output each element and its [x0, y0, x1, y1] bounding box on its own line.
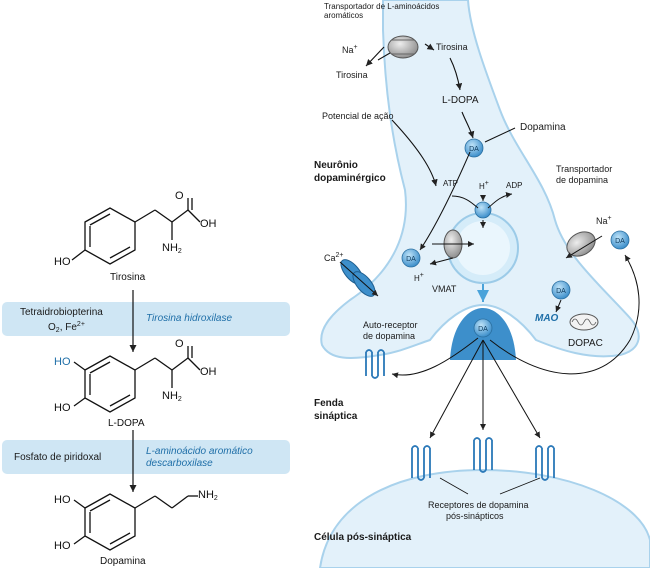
- fenda-label-2: sináptica: [314, 411, 358, 422]
- ldopa-ho-bottom: HO: [54, 402, 71, 414]
- tirosina-left-label: Tirosina: [336, 70, 368, 80]
- tyrosine-label: Tirosina: [110, 272, 146, 283]
- dopamine-molecule-reuptake-out: [611, 231, 629, 249]
- adp-label: ADP: [506, 181, 523, 190]
- ldopa-oh: OH: [200, 366, 217, 378]
- neuronio-label-2: dopaminérgico: [314, 173, 386, 184]
- ldopa-o: O: [175, 338, 184, 350]
- svg-text:DA: DA: [556, 288, 566, 295]
- dopamine-molecule-cytoplasm: [465, 139, 483, 157]
- cofactor-2-label: Fosfato de piridoxal: [14, 452, 102, 463]
- tyrosine-ho: HO: [54, 256, 71, 268]
- aa-transporter-title-1: Transportador de L-aminoácidos: [324, 2, 440, 11]
- atp-label: ATP: [443, 179, 458, 188]
- enzyme-2-line-2: descarboxilase: [146, 458, 213, 469]
- dopamine-molecule-reuptake-in: [552, 281, 570, 299]
- cofactor-1-line-1: Tetraidrobiopterina: [20, 307, 103, 318]
- hplus-bottom-label: H+: [414, 272, 424, 283]
- dopamine-structure: [74, 494, 198, 550]
- dopamine-ho-top: HO: [54, 494, 71, 506]
- da-transporter-label-2: de dopamina: [556, 175, 609, 185]
- dopamine-nh2: $NH_2$: [198, 489, 218, 502]
- svg-text:DA: DA: [469, 146, 479, 153]
- enzyme-1-label: Tirosina hidroxilase: [146, 313, 233, 324]
- na-left-label: Na+: [342, 44, 358, 55]
- amino-acid-transporter: [388, 36, 418, 58]
- tirosina-right-label: Tirosina: [436, 42, 468, 52]
- svg-text:DA: DA: [406, 256, 416, 263]
- dopamina-label: Dopamina: [520, 122, 566, 133]
- ldopa-neuron-label: L-DOPA: [442, 95, 479, 106]
- svg-text:DA: DA: [615, 238, 625, 245]
- fenda-label-1: Fenda: [314, 398, 344, 409]
- vmat-label: VMAT: [432, 284, 457, 294]
- potencial-acao-label: Potencial de ação: [322, 111, 394, 121]
- ca-label: $Ca^{2+}$: [324, 252, 344, 263]
- dopac-label: DOPAC: [568, 338, 603, 349]
- dopamine-molecule-vmat: [402, 249, 420, 267]
- autoreceptor-label-2: de dopamina: [363, 331, 416, 341]
- mao-label: MAO: [535, 313, 559, 324]
- da-transporter-label-1: Transportador: [556, 164, 613, 174]
- proton-pump: [475, 202, 491, 218]
- enzyme-2-line-1: L-aminoácido aromático: [146, 446, 253, 457]
- autoreceptor-label-1: Auto-receptor: [363, 320, 418, 330]
- aa-transporter-title-2: aromáticos: [324, 11, 364, 20]
- neuronio-label-1: Neurônio: [314, 160, 358, 171]
- ldopa-label: L-DOPA: [108, 418, 145, 429]
- ldopa-ho-top: HO: [54, 356, 71, 368]
- hplus-top-label: H+: [479, 180, 489, 191]
- tyrosine-o: O: [175, 190, 184, 202]
- receptors-label-2: pós-sinápticos: [446, 511, 504, 521]
- na-right-label: Na+: [596, 215, 612, 226]
- tyrosine-oh: OH: [200, 218, 217, 230]
- svg-text:DA: DA: [478, 326, 488, 333]
- cofactor-1-line-2: $O_2$, $Fe^{2+}$: [48, 321, 85, 334]
- tyrosine-nh2: $NH_2$: [162, 242, 182, 255]
- celula-label: Célula pós-sináptica: [314, 532, 412, 543]
- dopamine-ho-bottom: HO: [54, 540, 71, 552]
- dopamine-label: Dopamina: [100, 556, 146, 567]
- mitochondrion-mao: [570, 314, 598, 330]
- postsynaptic-receptor-2: [474, 438, 492, 472]
- dopamine-molecule-released: [474, 319, 492, 337]
- receptors-label-1: Receptores de dopamina: [428, 500, 529, 510]
- ldopa-nh2: $NH_2$: [162, 390, 182, 403]
